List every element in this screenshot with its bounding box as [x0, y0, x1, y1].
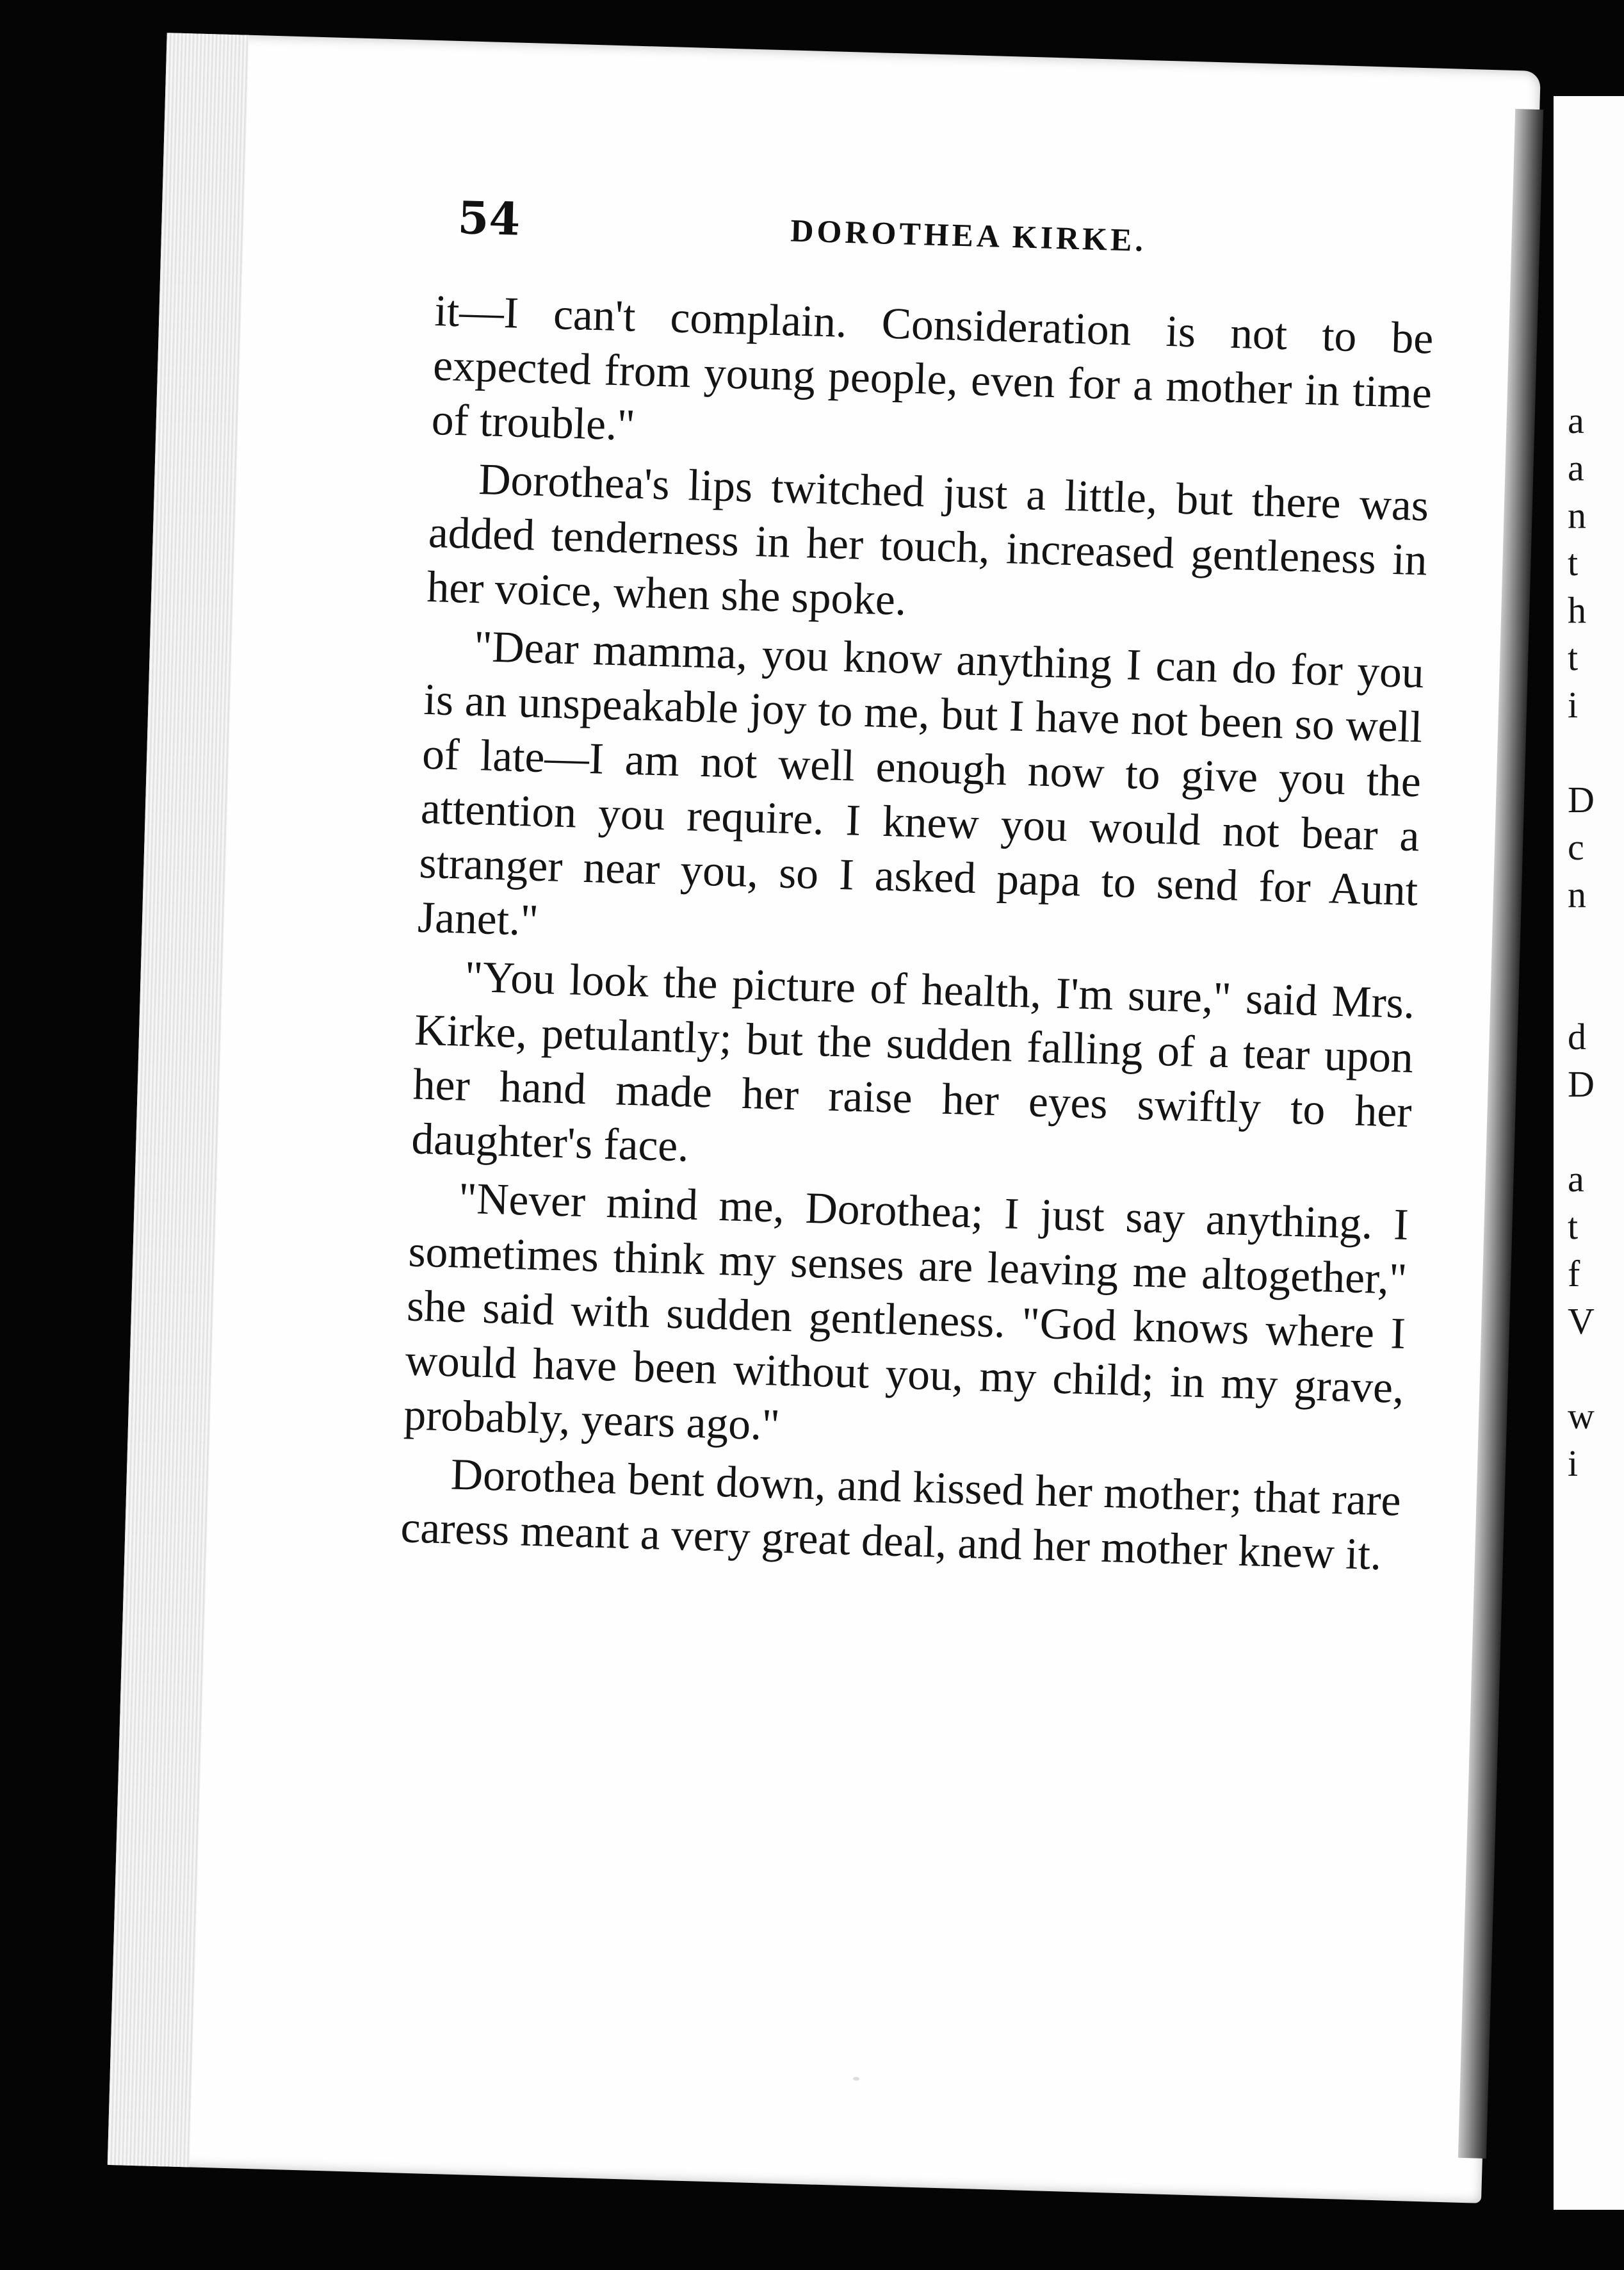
running-head: DOROTHEA KIRKE. [790, 212, 1147, 259]
paragraph: Dorothea bent down, and kissed her mother; that rare caress meant a very great deal, and her mother knew it. [400, 1449, 1402, 1580]
facing-fragment: i [1568, 1442, 1579, 1484]
facing-fragment: h [1568, 589, 1586, 631]
facing-page-text [1568, 397, 1595, 1487]
facing-fragment: i [1568, 684, 1579, 726]
facing-fragment: V [1568, 1300, 1595, 1342]
facing-fragment: f [1568, 1253, 1580, 1294]
facing-fragment: D [1568, 1063, 1595, 1105]
paragraph: "Never mind me, Dorothea; I just say anything. I sometimes think my senses are leaving me altogether," she said with sudden gentleness. "God knows where I would have been without you, my child; in my grave, probably, years ago." [403, 1173, 1409, 1450]
facing-fragment [1568, 1108, 1595, 1155]
facing-fragment: n [1568, 494, 1586, 536]
facing-fragment [1568, 966, 1595, 1013]
paragraph: "You look the picture of health, I'm sure," said Mrs. Kirke, petulantly; but the sudden falling of a tear upon her hand made her raise her eyes swiftly to her daughter's face. [410, 952, 1416, 1172]
paragraph: "Dear mamma, you know anything I can do for you is an unspeakable joy to me, but I have not been so well of late—I am not well enough now to give you the attention you require. I knew you would not bear a stranger near you, so I asked papa to send for Aunt Janet." [417, 621, 1425, 945]
facing-fragment: D [1568, 779, 1595, 821]
facing-fragment: d [1568, 1016, 1586, 1057]
page-edges [108, 33, 249, 2167]
facing-fragment: c [1568, 826, 1584, 868]
paper-speck [853, 2077, 859, 2080]
facing-fragment [1568, 919, 1595, 966]
facing-fragment: n [1568, 874, 1586, 915]
facing-fragment: t [1568, 1205, 1579, 1247]
facing-fragment: t [1568, 542, 1579, 584]
facing-fragment: a [1568, 1158, 1584, 1200]
facing-fragment: a [1568, 447, 1584, 489]
book-gutter [1458, 109, 1543, 2159]
facing-fragment: w [1568, 1395, 1595, 1437]
page-header [457, 191, 1406, 281]
facing-fragment: t [1568, 637, 1579, 678]
facing-fragment [1568, 1345, 1595, 1392]
paragraph: Dorothea's lips twitched just a little, but there was added tenderness in her touch, increased gentleness in her voice, when she spoke. [426, 455, 1429, 625]
book-page [108, 33, 1541, 2203]
body-text [400, 284, 1434, 1587]
page-number: 54 [457, 191, 521, 246]
facing-fragment [1568, 729, 1595, 776]
facing-page-edge [1554, 96, 1624, 2210]
facing-fragment: a [1568, 400, 1584, 441]
paragraph: it—I can't complain. Consideration is not to be expected from young people, even for a mother in time of trouble." [430, 286, 1434, 450]
